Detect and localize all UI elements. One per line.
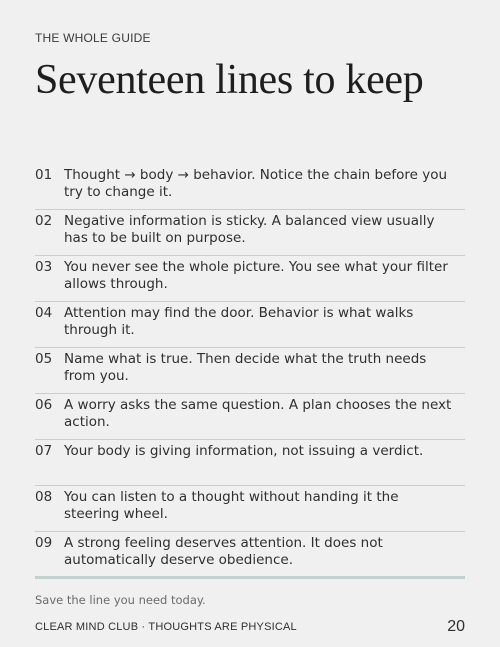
item-text: Your body is giving information, not issuing a verdict. <box>64 443 424 459</box>
item-number: 08 <box>35 489 53 505</box>
item-text: You can listen to a thought without handing it the steering wheel. <box>64 489 399 522</box>
item-text: Name what is true. Then decide what the truth needs from you. <box>64 351 427 384</box>
item-text: A strong feeling deserves attention. It does not automatically deserve obedience. <box>64 535 383 568</box>
item-number: 05 <box>35 351 53 367</box>
list-item <box>35 394 465 440</box>
item-text: Negative information is sticky. A balanced view usually has to be built on purpose. <box>64 213 435 246</box>
list-item <box>35 532 465 579</box>
eyebrow-label: THE WHOLE GUIDE <box>35 31 151 45</box>
save-note: Save the line you need today. <box>35 593 206 607</box>
item-text: You never see the whole picture. You see what your filter allows through. <box>64 259 448 292</box>
list-item <box>35 440 465 486</box>
list-item <box>35 486 465 532</box>
list-item <box>35 348 465 394</box>
item-number: 06 <box>35 397 53 413</box>
footer-brand: CLEAR MIND CLUB · THOUGHTS ARE PHYSICAL <box>35 621 297 633</box>
item-text: A worry asks the same question. A plan chooses the next action. <box>64 397 452 430</box>
page-title: Seventeen lines to keep <box>35 57 424 103</box>
item-number: 04 <box>35 305 53 321</box>
list-item <box>35 210 465 256</box>
item-number: 01 <box>35 167 53 183</box>
list-item <box>35 164 465 210</box>
item-text: Attention may find the door. Behavior is what walks through it. <box>64 305 414 338</box>
item-number: 02 <box>35 213 53 229</box>
list-item <box>35 256 465 302</box>
list-item <box>35 302 465 348</box>
item-number: 07 <box>35 443 53 459</box>
item-text: Thought → body → behavior. Notice the chain before you try to change it. <box>64 167 448 200</box>
item-number: 03 <box>35 259 53 275</box>
lines-list <box>35 164 465 579</box>
item-number: 09 <box>35 535 53 551</box>
page-number: 20 <box>447 618 465 635</box>
